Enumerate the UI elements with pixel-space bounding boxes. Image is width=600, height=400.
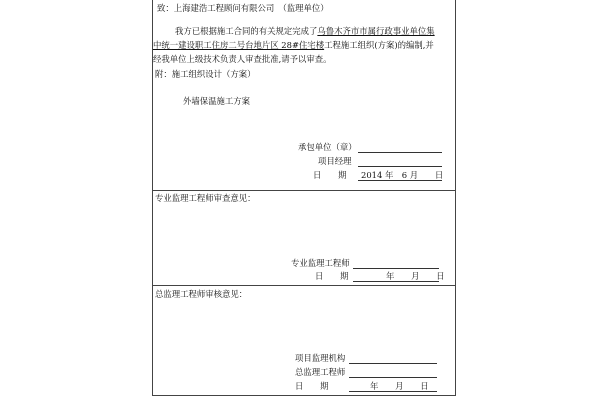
date-line: [358, 180, 442, 181]
supervision-org-label: 项目监理机构: [295, 353, 346, 363]
project-manager-signature-line: [358, 166, 442, 167]
approval-date-value: 年 月 日: [370, 381, 429, 391]
chief-engineer-label: 总监理工程师: [295, 367, 346, 377]
review-title: 专业监理工程师审查意见：: [155, 193, 256, 203]
body-text: 工程施工组织(方案)的编制,并: [324, 40, 434, 50]
review-date-value: 年 月 日: [386, 271, 445, 281]
review-date-line: [353, 281, 439, 282]
contractor-signature-line: [358, 152, 442, 153]
project-name-part2: 中统一建设职工住房二号台地片区 28#住宅楼: [153, 40, 325, 50]
addressee-prefix: 致：: [157, 3, 174, 13]
body-line-1: [175, 26, 435, 37]
addressee-line: [157, 3, 329, 14]
contractor-label: 承包单位（章）: [298, 142, 357, 152]
project-name-part1: 乌鲁木齐市市属行政事业单位集: [317, 26, 435, 36]
attachment-title: 外墙保温施工方案: [183, 96, 250, 106]
review-engineer-signature-line: [353, 268, 439, 269]
supervision-org-line: [349, 363, 437, 364]
date-label: 日 期: [313, 170, 347, 180]
review-date-label: 日 期: [315, 271, 349, 281]
body-text: 我方已根据施工合同的有关规定完成了: [175, 26, 318, 36]
chief-engineer-signature-line: [349, 377, 437, 378]
submission-section: [153, 0, 455, 190]
approval-title: 总监理工程师审核意见：: [155, 289, 248, 299]
body-line-2: [153, 40, 434, 51]
date-value: 2014 年 6 月 日: [361, 170, 444, 180]
attachment-label: 附：施工组织设计（方案）: [155, 69, 256, 79]
approval-section: [153, 285, 455, 396]
approval-form: [152, 0, 456, 396]
addressee-company: 上海建浩工程顾问有限公司: [173, 3, 275, 13]
review-section: [153, 190, 455, 285]
addressee-role: （监理单位）: [282, 3, 329, 13]
body-line-3: 经我单位上级技术负责人审查批准,请予以审查。: [153, 54, 332, 64]
review-engineer-label: 专业监理工程师: [291, 258, 350, 268]
project-manager-label: 项目经理: [318, 156, 352, 166]
approval-date-line: [349, 391, 437, 392]
approval-date-label: 日 期: [295, 381, 329, 391]
